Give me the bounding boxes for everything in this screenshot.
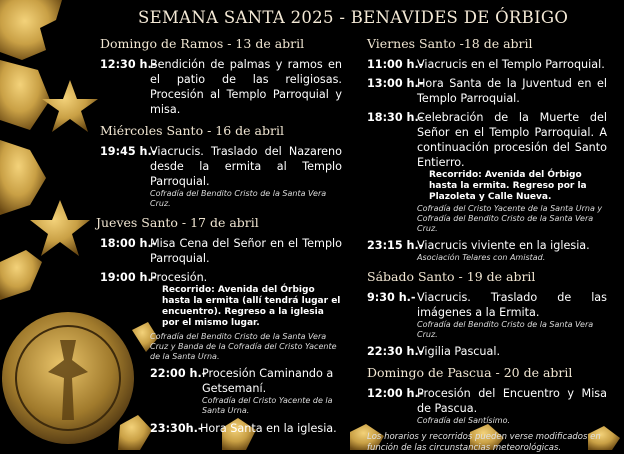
event-time: 11:00 h.- [367,58,424,71]
event-time: 19:45 h.- [100,145,157,158]
event-time: 23:30h.- [150,422,203,435]
event-text: Bendición de palmas y ramos en el patio de las religiosas. Procesión al Templo Parroquial y misa. [150,58,342,116]
event-miercoles-1945 [100,144,342,209]
event-note: Cofradía del Bendito Cristo de la Santa Vera Cruz. [150,189,327,208]
event-time: 12:00 h.- [367,387,424,400]
day-heading-sabado: Sábado Santo - 19 de abril [367,269,536,284]
event-text: Misa Cena del Señor en el Templo Parroquial. [150,237,342,265]
event-sabado-2230 [367,344,607,359]
event-text: Procesión Caminando a Getsemaní. [202,367,334,395]
event-time: 22:30 h.- [367,345,424,358]
event-text: Viacrucis. Traslado del Nazareno desde la ermita al Templo Parroquial. [150,145,342,188]
left-column [96,36,342,436]
event-note: Cofradía del Santísimo. [417,416,511,425]
event-jueves-2330 [150,421,342,436]
gold-shell-ornament-icon [0,0,62,130]
event-route: Recorrido: Avenida del Órbigo hasta la ermita. Regreso por la Plazoleta y Calle Nueva. [429,170,587,202]
event-text: Viacrucis en el Templo Parroquial. [417,58,605,71]
footer-note: Los horarios y recorridos pueden verse modificados en función de las circunstancias meteorológicas. [367,432,601,453]
event-ramos-1230 [100,57,342,117]
event-text: Viacrucis. Traslado de las imágenes a la Ermita. [417,291,607,319]
event-time: 12:30 h.- [100,58,157,71]
event-note: Cofradía del Bendito Cristo de la Santa Vera Cruz y Banda de la Cofradía del Cristo Yacente de la Santa Urna. [150,332,337,361]
gold-shell-ornament-icon [0,250,42,300]
event-time: 23:15 h.- [367,239,424,252]
event-route: Recorrido: Avenida del Órbigo hasta la ermita (allí tendrá lugar el encuentro). Regreso a la iglesia por el mismo lugar. [162,285,341,328]
event-note: Cofradía del Cristo Yacente de la Santa Urna. [202,396,333,415]
day-heading-viernes: Viernes Santo -18 de abril [367,36,533,51]
event-text: Hora Santa en la iglesia. [200,422,337,435]
event-jueves-2200 [150,366,342,416]
event-time: 18:30 h.- [367,111,424,124]
event-jueves-1800 [100,236,342,266]
gold-star-ornament-icon [30,200,90,256]
event-text: Procesión. [150,271,208,284]
event-time: 18:00 h.- [100,237,157,250]
event-viernes-1300 [367,76,607,106]
event-time: 19:00 h.- [100,271,157,284]
day-heading-miercoles: Miércoles Santo - 16 de abril [100,123,284,138]
right-column [367,36,607,454]
event-time: 9:30 h.- [367,291,416,304]
event-note: Cofradía del Bendito Cristo de la Santa Vera Cruz. [417,320,594,339]
event-text: Hora Santa de la Juventud en el Templo Parroquial. [417,77,607,105]
gold-star-ornament-icon [42,80,98,132]
day-heading-pascua: Domingo de Pascua - 20 de abril [367,365,573,380]
event-text: Celebración de la Muerte del Señor en el Templo Parroquial. A continuación procesión del Santo Entierro. [417,111,607,169]
gold-shell-ornament-icon [0,140,46,215]
event-sabado-0930 [367,290,607,340]
event-text: Procesión del Encuentro y Misa de Pascua. [417,387,607,415]
event-time: 22:00 h.- [150,367,207,380]
event-text: Viacrucis viviente en la iglesia. [417,239,590,252]
event-viernes-2315 [367,238,607,263]
event-time: 13:00 h.- [367,77,424,90]
event-pascua-1200 [367,386,607,426]
event-jueves-1900 [100,270,342,362]
day-heading-jueves: Jueves Santo - 17 de abril [96,215,259,230]
event-text: Vigilia Pascual. [417,345,501,358]
event-viernes-1830 [367,110,607,234]
page-title: SEMANA SANTA 2025 - BENAVIDES DE ÓRBIGO [138,8,569,27]
event-note: Cofradía del Cristo Yacente de la Santa Urna y Cofradía del Bendito Cristo de la Santa Vera Cruz. [417,204,603,233]
event-viernes-1100 [367,57,607,72]
day-heading-ramos: Domingo de Ramos - 13 de abril [100,36,305,51]
event-note: Asociación Telares con Amistad. [417,253,546,262]
